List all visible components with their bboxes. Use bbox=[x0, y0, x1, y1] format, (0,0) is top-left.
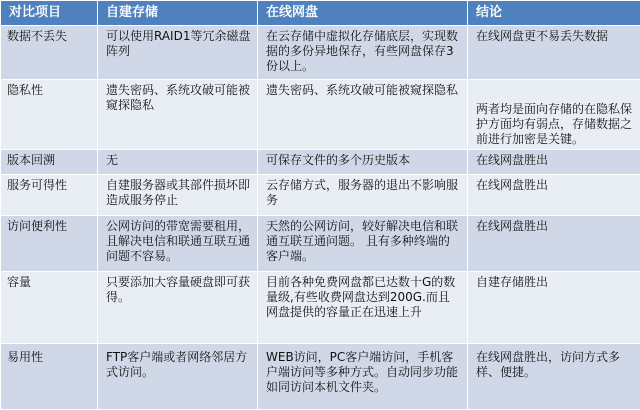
row-item: 访问便利性 bbox=[1, 216, 98, 272]
row-self-storage: 遗失密码、系统攻破可能被窥探隐私 bbox=[98, 80, 258, 150]
header-row bbox=[1, 1, 640, 26]
row-online-disk: 遗失密码、系统攻破可能被窥探隐私 bbox=[258, 80, 468, 150]
row-conclusion: 在线网盘更不易丢失数据 bbox=[468, 26, 640, 80]
row-conclusion: 自建存储胜出 bbox=[468, 272, 640, 344]
row-item: 数据不丢失 bbox=[1, 26, 98, 80]
row-conclusion: 在线网盘胜出 bbox=[468, 150, 640, 175]
row-conclusion: 在线网盘胜出 bbox=[468, 216, 640, 272]
row-self-storage: FTP客户端或者网络邻居方式访问。 bbox=[98, 344, 258, 410]
row-item: 版本回溯 bbox=[1, 150, 98, 175]
row-item: 隐私性 bbox=[1, 80, 98, 150]
header-online-disk: 在线网盘 bbox=[258, 1, 468, 26]
row-online-disk: 在云存储中虚拟化存储底层，实现数据的多份异地保存，有些网盘保存3份以上。 bbox=[258, 26, 468, 80]
header-conclusion: 结论 bbox=[468, 1, 640, 26]
row-conclusion: 在线网盘胜出，访问方式多样、便捷。 bbox=[468, 344, 640, 410]
header-self-storage: 自建存储 bbox=[98, 1, 258, 26]
row-conclusion: 两者均是面向存储的在隐私保护方面均有弱点，存储数据之前进行加密是关键。 bbox=[468, 80, 640, 150]
row-online-disk: 目前各种免费网盘都已达数十G的数量级,有些收费网盘达到200G.而且网盘提供的容量正在迅速上升 bbox=[258, 272, 468, 344]
table-row bbox=[1, 216, 640, 272]
row-online-disk: 云存储方式，服务器的退出不影响服务 bbox=[258, 175, 468, 216]
row-online-disk: WEB访问，PC客户端访问，手机客户端访问等多种方式。自动同步功能如同访问本机文件夹。 bbox=[258, 344, 468, 410]
table-row bbox=[1, 344, 640, 410]
row-self-storage: 自建服务器或其部件损坏即造成服务停止 bbox=[98, 175, 258, 216]
header-item: 对比项目 bbox=[1, 1, 98, 26]
row-self-storage: 公网访问的带宽需要租用，且解决电信和联通互联互通问题不容易。 bbox=[98, 216, 258, 272]
row-self-storage: 只要添加大容量硬盘即可获得。 bbox=[98, 272, 258, 344]
row-self-storage: 可以使用RAID1等冗余磁盘阵列 bbox=[98, 26, 258, 80]
row-item: 服务可得性 bbox=[1, 175, 98, 216]
row-online-disk: 天然的公网访问，较好解决电信和联通互联互通问题。 且有多种终端的客户端。 bbox=[258, 216, 468, 272]
table-row bbox=[1, 26, 640, 80]
table-row bbox=[1, 175, 640, 216]
table-row bbox=[1, 272, 640, 344]
row-item: 易用性 bbox=[1, 344, 98, 410]
row-self-storage: 无 bbox=[98, 150, 258, 175]
table-row bbox=[1, 80, 640, 150]
row-item: 容量 bbox=[1, 272, 98, 344]
row-online-disk: 可保存文件的多个历史版本 bbox=[258, 150, 468, 175]
table-row bbox=[1, 150, 640, 175]
row-conclusion: 在线网盘胜出 bbox=[468, 175, 640, 216]
